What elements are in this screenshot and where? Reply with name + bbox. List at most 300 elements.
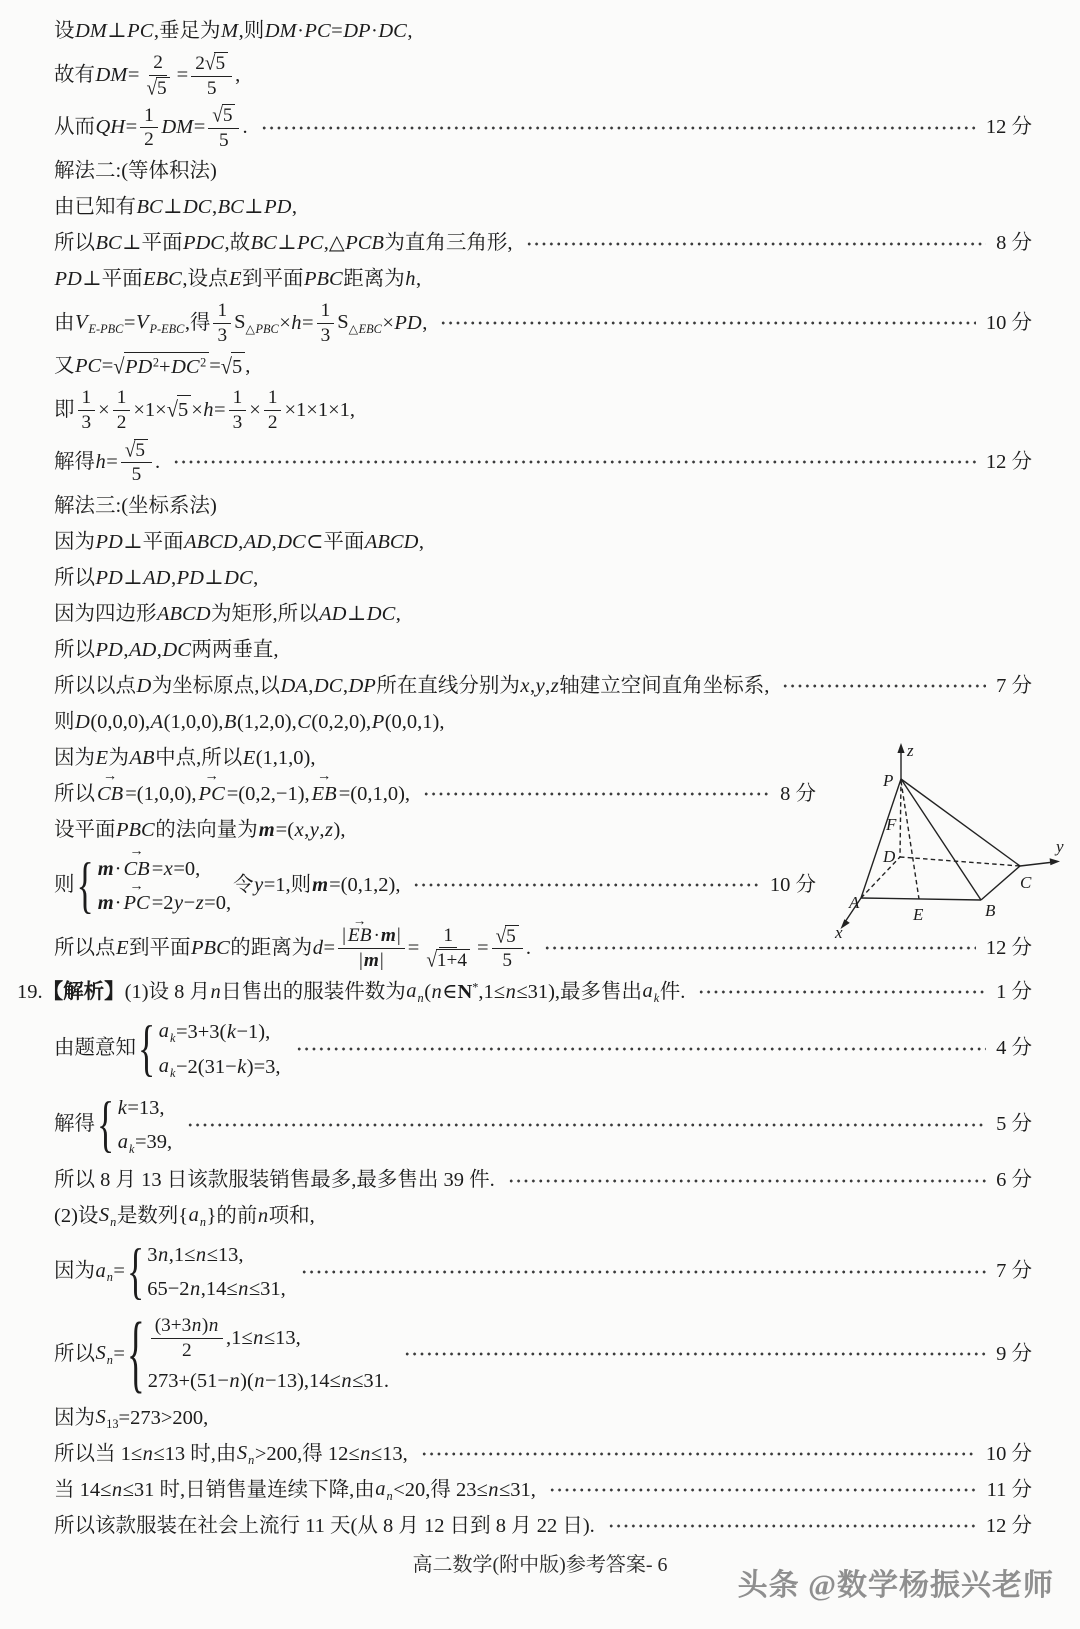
- math-text: 5: [219, 129, 229, 151]
- bold-text: 【解析】: [42, 980, 125, 1003]
- radical: [146, 77, 169, 100]
- math-text: S: [234, 311, 246, 334]
- math-text: +: [159, 355, 171, 378]
- subscript: [106, 1417, 118, 1431]
- left-brace: {: [126, 1235, 145, 1306]
- math-text: 所以: [54, 232, 95, 255]
- fraction: [338, 925, 405, 971]
- script-base: [406, 980, 417, 1002]
- dotted-leader: [609, 1523, 976, 1529]
- math-text: ,设点: [182, 268, 229, 291]
- cases-row: [147, 1273, 286, 1304]
- math-text: =273>200,: [118, 1406, 209, 1429]
- dotted-leader: [188, 1122, 986, 1128]
- solution-line: [54, 1165, 1032, 1196]
- fraction: [113, 387, 131, 433]
- radical: [113, 352, 209, 382]
- math-text: =0,: [173, 857, 201, 880]
- subscripted: [188, 1201, 206, 1231]
- math-text: 1+4: [436, 950, 468, 972]
- math-var: z: [195, 891, 204, 914]
- script-base: [75, 311, 89, 333]
- score-marker: 4 分: [996, 1037, 1032, 1060]
- math-text: ≤31 时,日销售量连续下降,由: [122, 1478, 375, 1501]
- radicand: [124, 352, 210, 382]
- score-marker: 1 分: [996, 980, 1032, 1003]
- math-text: 是数列{: [116, 1205, 189, 1228]
- radical: [205, 52, 228, 75]
- vector: → PC: [124, 889, 150, 918]
- dotted-leader: [783, 683, 986, 689]
- script-base: [234, 311, 245, 333]
- denominator: [140, 128, 158, 151]
- radical: [167, 395, 192, 425]
- line-content: [54, 851, 400, 920]
- math-text: =0,: [204, 891, 232, 914]
- figure-label-b: B: [985, 901, 996, 920]
- math-var: n: [431, 980, 442, 1003]
- math-var: a: [95, 1259, 106, 1282]
- math-var: k: [226, 1020, 236, 1043]
- solution-line: [54, 1201, 1032, 1232]
- math-var: n: [488, 1478, 499, 1501]
- math-var: V: [75, 311, 88, 334]
- math-text: 又: [54, 355, 75, 378]
- math-text: 则: [54, 873, 75, 896]
- math-var: PBC: [303, 268, 343, 291]
- subscripted: [234, 308, 279, 338]
- math-var: z: [550, 674, 559, 697]
- math-var: DM: [161, 116, 194, 139]
- script-base: [171, 356, 200, 378]
- math-var: PD: [54, 268, 82, 291]
- math-text: ×: [191, 398, 203, 421]
- math-text: ,: [235, 64, 241, 86]
- solution-line: [54, 228, 1032, 259]
- math-text: ≤13,: [206, 1244, 244, 1267]
- math-text: >200,得 12≤: [254, 1442, 360, 1465]
- dotted-leader: [424, 791, 770, 797]
- score-marker: 12 分: [985, 936, 1032, 959]
- fraction: [213, 300, 231, 346]
- math-text: 到平面: [129, 936, 191, 959]
- math-text: 所以: [54, 566, 95, 589]
- score-marker: 12 分: [985, 450, 1032, 473]
- radicand: [505, 925, 519, 948]
- radical-sign: √: [220, 354, 233, 379]
- subscripted: [75, 308, 124, 338]
- math-text: 3: [232, 411, 243, 433]
- math-text: ·: [114, 891, 122, 914]
- numerator: [113, 387, 131, 411]
- math-text: 即: [54, 398, 75, 421]
- solution-line: [54, 351, 1032, 382]
- math-text: =(1,0,0),: [125, 782, 197, 805]
- math-var: k: [117, 1096, 127, 1119]
- fraction: [142, 52, 173, 99]
- line-content: [54, 387, 355, 433]
- cases-row: [158, 1050, 280, 1082]
- math-text: 设: [54, 19, 75, 42]
- math-text: △: [245, 322, 255, 337]
- math-text: 日售出的服装件数为: [221, 980, 406, 1003]
- math-text: 5: [506, 925, 516, 947]
- solution-line: [54, 1439, 1032, 1470]
- math-bold-var: m: [363, 949, 379, 971]
- cases-brace-group: [138, 1015, 281, 1083]
- line-content: [54, 1475, 536, 1505]
- denominator: [264, 411, 282, 434]
- math-text: 1: [217, 300, 228, 322]
- math-var: n: [341, 1369, 352, 1392]
- math-text: 2: [116, 411, 127, 433]
- superscripted: [125, 356, 159, 378]
- math-var: a: [158, 1019, 169, 1042]
- math-bold-var: m: [258, 818, 275, 841]
- math-var: PBC: [191, 936, 230, 959]
- math-var: y: [535, 674, 545, 697]
- math-var: B: [223, 710, 237, 733]
- denominator: [128, 463, 146, 486]
- dotted-leader: [545, 945, 976, 951]
- math-text: ,: [211, 196, 218, 219]
- fraction: [78, 387, 96, 433]
- cases-brace-group: [76, 849, 232, 920]
- math-var: n: [142, 1442, 153, 1465]
- score-marker: 8 分: [996, 232, 1032, 255]
- line-content: [54, 17, 412, 46]
- math-var: h: [95, 450, 106, 473]
- math-text: ⊥: [244, 196, 264, 219]
- solution-line: [54, 563, 1032, 594]
- math-var: P-EBC: [149, 322, 185, 337]
- math-text: 1: [116, 387, 127, 409]
- numerator: [151, 1315, 223, 1339]
- math-text: )(: [240, 1369, 254, 1392]
- radicand: [436, 949, 470, 972]
- radicand: [222, 104, 236, 127]
- math-var: h: [203, 398, 214, 421]
- math-var: y: [309, 818, 319, 841]
- fraction: [492, 925, 523, 972]
- solution-line: [54, 387, 1032, 433]
- math-var: DC: [378, 19, 407, 42]
- math-text: ⊥: [277, 232, 297, 255]
- script-base: [337, 311, 348, 333]
- script-base: [95, 1406, 106, 1428]
- line-content: [54, 600, 401, 629]
- math-text: (0,2,0),: [311, 710, 372, 733]
- dotted-leader: [422, 1451, 976, 1457]
- numerator: [264, 387, 282, 411]
- math-var: E: [242, 746, 256, 769]
- denominator: [213, 324, 231, 347]
- radical-sign: √: [495, 924, 507, 948]
- math-text: ,1≤: [168, 1244, 196, 1267]
- math-text: =: [193, 116, 206, 139]
- radical-sign: √: [166, 398, 178, 423]
- math-text: ⊥平面: [123, 530, 184, 553]
- math-var: PBC: [116, 818, 155, 841]
- math-text: 解法三:(坐标系法): [54, 494, 217, 517]
- script-base: [236, 1442, 247, 1464]
- math-text: ≤31,: [499, 1478, 536, 1501]
- math-text: 1: [443, 924, 453, 946]
- line-content: [54, 528, 424, 557]
- math-text: 为矩形,所以: [211, 602, 319, 625]
- math-text: 5: [222, 105, 233, 127]
- line-content: [54, 1090, 174, 1160]
- math-text: ,1≤: [478, 980, 506, 1003]
- score-marker: 10 分: [985, 311, 1032, 334]
- math-text: −1),: [236, 1020, 271, 1043]
- math-text: ≤31),最多售出: [516, 980, 643, 1003]
- math-var: AD: [143, 566, 171, 589]
- math-var: PC: [304, 19, 331, 42]
- denominator: [215, 129, 233, 152]
- math-text: (1,2,0),: [236, 710, 297, 733]
- math-text: =: [125, 116, 138, 139]
- math-text: 故有: [54, 64, 95, 86]
- math-var: A: [150, 710, 164, 733]
- math-var: k: [128, 1141, 135, 1156]
- math-var: y: [174, 891, 184, 914]
- script-base: [457, 981, 472, 1003]
- math-text: 5: [177, 399, 189, 422]
- left-brace: {: [76, 849, 94, 920]
- solution-line: [54, 491, 1032, 522]
- math-text: =: [113, 1260, 125, 1283]
- cases-rows: [148, 1313, 389, 1395]
- line-content: [54, 352, 250, 382]
- numerator: [439, 925, 457, 949]
- math-var: PD: [95, 638, 123, 661]
- superscripted: [457, 978, 478, 1007]
- math-text: 由: [54, 311, 75, 334]
- math-text: ⊥: [346, 602, 367, 625]
- math-text: ,: [422, 311, 428, 334]
- subscript: [110, 1215, 117, 1229]
- cases-row: [147, 1239, 243, 1270]
- math-var: x: [163, 857, 173, 880]
- math-text: |: [342, 925, 346, 947]
- math-text: =: [123, 311, 136, 334]
- math-text: ,: [415, 268, 422, 291]
- math-var: DC: [162, 638, 191, 661]
- math-var: DP: [348, 674, 376, 697]
- line-content: [54, 780, 410, 809]
- math-var: PD: [176, 566, 204, 589]
- denominator: [78, 411, 96, 434]
- math-var: DC: [366, 602, 396, 625]
- math-text: 距离为: [343, 268, 405, 291]
- subscripted: [236, 1439, 254, 1469]
- math-text: 则: [54, 710, 75, 733]
- math-var: z: [325, 818, 334, 841]
- solution-line: [54, 1090, 1032, 1160]
- math-text: (2)设: [54, 1205, 99, 1228]
- score-marker: 8 分: [780, 782, 816, 805]
- radicand: [177, 395, 191, 425]
- math-var: n: [111, 1478, 123, 1501]
- subscripted: [158, 1017, 176, 1047]
- math-text: ,: [308, 674, 314, 697]
- numerator: [229, 387, 247, 411]
- radicand: [214, 52, 228, 75]
- math-var: QH: [95, 116, 126, 139]
- subscript: [245, 322, 279, 336]
- cases-row: [117, 1126, 172, 1158]
- fraction: [121, 439, 152, 486]
- dotted-leader: [262, 125, 976, 131]
- subscript: [199, 1215, 206, 1229]
- math-var: ABCD: [364, 530, 419, 553]
- math-text: =(0,1,0),: [338, 782, 411, 805]
- solution-line: [54, 635, 1032, 666]
- math-var: n: [257, 1205, 269, 1228]
- subscripted: [375, 1475, 393, 1505]
- math-text: =: [113, 1342, 125, 1365]
- subscript: [106, 1270, 113, 1284]
- denominator: [142, 76, 173, 100]
- solution-line: [54, 1403, 1032, 1434]
- line-content: [54, 925, 531, 972]
- line-content: [54, 492, 217, 521]
- solution-line: [54, 1013, 1032, 1085]
- line-content: [54, 708, 445, 737]
- denominator: [355, 949, 388, 972]
- math-text: 5: [215, 53, 226, 74]
- script-base: [117, 1131, 128, 1153]
- left-brace: {: [126, 1304, 145, 1402]
- math-text: ,: [529, 674, 536, 697]
- math-text: 解得: [54, 450, 95, 473]
- radicand: [156, 77, 170, 100]
- math-var: PD: [394, 311, 422, 334]
- math-text: 2: [200, 355, 207, 370]
- solution-line: [54, 1475, 1032, 1506]
- cases-row: [158, 1015, 270, 1047]
- math-bold-var: m: [312, 873, 329, 896]
- math-var: a: [158, 1055, 169, 1078]
- math-text: ,14≤: [200, 1278, 238, 1301]
- math-var: M: [221, 19, 239, 42]
- math-var: E: [228, 268, 242, 291]
- math-var: n: [238, 1278, 249, 1301]
- math-var: a: [642, 980, 653, 1003]
- math-var: n: [229, 1369, 240, 1392]
- math-text: =: [407, 936, 420, 959]
- radical-sign: √: [426, 949, 437, 973]
- math-text: 所以以点: [54, 674, 136, 697]
- math-text: 2: [267, 411, 278, 433]
- fraction: [151, 1315, 223, 1361]
- math-var: k: [653, 991, 660, 1006]
- math-var: PC: [75, 355, 102, 378]
- math-text: 3: [81, 411, 92, 433]
- math-text: .: [155, 450, 161, 473]
- math-text: (1)设 8 月: [124, 980, 211, 1003]
- math-text: 因为: [54, 1406, 95, 1429]
- math-var: C: [297, 710, 311, 733]
- math-text: =3+3(: [175, 1020, 227, 1043]
- numerator: [338, 925, 405, 949]
- math-var: n: [417, 991, 424, 1006]
- dotted-leader: [405, 1351, 986, 1357]
- figure-label-e: E: [913, 905, 924, 924]
- subscript: [248, 1453, 255, 1467]
- line-content: [54, 564, 258, 593]
- math-text: 所在直线分别为: [376, 674, 520, 697]
- math-text: ,: [418, 530, 425, 553]
- script-base: [125, 356, 153, 378]
- solution-line: [54, 1237, 1032, 1306]
- score-marker: 11 分: [986, 1478, 1032, 1501]
- fraction: [422, 925, 474, 972]
- math-text: ,垂足为: [153, 19, 221, 42]
- math-text: =: [477, 936, 489, 959]
- subscript: [417, 991, 424, 1005]
- math-text: ,: [395, 602, 401, 625]
- math-text: 所以 8 月 13 日该款服装销售最多,最多售出 39 件.: [54, 1169, 495, 1192]
- fraction: [140, 105, 158, 151]
- math-var: BC: [250, 232, 277, 255]
- math-var: DP: [343, 19, 371, 42]
- script-base: [135, 311, 149, 333]
- math-var: n: [208, 1315, 219, 1337]
- math-text: =1,则: [263, 873, 312, 896]
- vector: → CB: [97, 780, 123, 809]
- solution-line: [54, 156, 1032, 187]
- solution-line: [54, 707, 816, 738]
- math-text: ,: [123, 638, 129, 661]
- math-text: 5: [157, 77, 167, 99]
- math-var: V: [135, 311, 149, 334]
- math-text: ,: [271, 530, 277, 553]
- solution-line: [54, 599, 1032, 630]
- numerator: [208, 104, 239, 129]
- cases-rows: [147, 1239, 286, 1304]
- fraction: [191, 52, 232, 99]
- score-marker: 7 分: [996, 674, 1032, 697]
- math-text: ,: [245, 355, 251, 378]
- math-text: ,得: [184, 311, 211, 334]
- line-content: [54, 1304, 391, 1402]
- denominator: [203, 77, 221, 100]
- math-var: n: [254, 1369, 265, 1392]
- math-var: n: [110, 1215, 117, 1230]
- numerator: [191, 52, 232, 77]
- figure-label-p: P: [883, 771, 894, 790]
- math-var: PC: [297, 232, 324, 255]
- math-text: (1,1,0),: [255, 746, 316, 769]
- math-text: 1: [267, 387, 278, 409]
- line-content: [54, 300, 427, 346]
- math-text: 5: [206, 77, 217, 99]
- solution-line: [54, 779, 816, 810]
- math-text: 所以该款服装在社会上流行 11 天(从 8 月 12 日到 8 月 22 日).: [54, 1514, 595, 1537]
- math-var: E: [95, 746, 109, 769]
- math-text: 件.: [659, 980, 686, 1003]
- line-content: [54, 439, 160, 486]
- subscript: [149, 322, 185, 336]
- line-content: [54, 744, 316, 773]
- cases-row: [148, 1313, 301, 1361]
- math-text: 到平面: [241, 268, 304, 291]
- math-text: 2: [152, 355, 160, 370]
- cases-row: [97, 887, 231, 918]
- math-text: 因为: [54, 746, 95, 769]
